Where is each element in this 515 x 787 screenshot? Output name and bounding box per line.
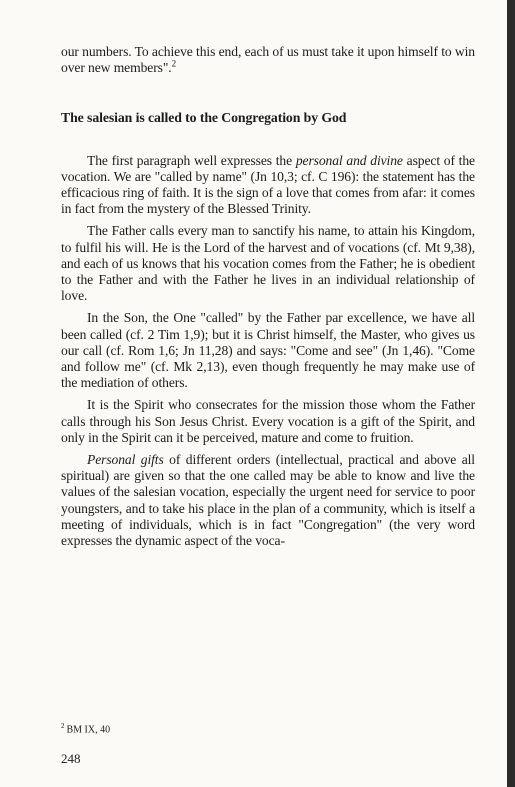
paragraph-spirit: It is the Spirit who consecrates for the mission those whom the Father calls through his Son Jesus Christ. Every vocation is a gift of the Spirit, and only in the Spirit can it be perceived, mature and come to fruition. bbox=[61, 397, 475, 445]
paragraph-text: The first paragraph well expresses the bbox=[87, 152, 296, 168]
footnote-text: BM IX, 40 bbox=[66, 724, 111, 736]
footnote bbox=[61, 722, 110, 735]
section-heading: The salesian is called to the Congregation by God bbox=[61, 110, 347, 126]
continuation-text: our numbers. To achieve this end, each of us must take it upon himself to win over new members". bbox=[61, 44, 475, 76]
body-text bbox=[61, 44, 475, 549]
page-number: 248 bbox=[61, 751, 81, 766]
footnote-reference: 2 bbox=[171, 58, 176, 69]
paragraph-personal-gifts bbox=[61, 452, 475, 549]
emphasis-text: personal and divine bbox=[295, 152, 403, 168]
page-edge-shadow bbox=[507, 0, 515, 787]
paragraph-personal-divine bbox=[61, 153, 475, 218]
continuation-paragraph bbox=[61, 44, 475, 76]
paragraph-text: of different orders (intellectual, practical and above all spiritual) are given so that the one called may be able to know and live the values of the salesian vocation, especially the urgent need for service to poor youngsters, and to take his place in the plan of a community, which is itself a meeting of individuals, which is in fact "Congregation" (the very word expresses the dynamic aspect of the voca- bbox=[61, 452, 475, 549]
paragraph-father: The Father calls every man to sanctify his name, to attain his Kingdom, to fulfil his will. He is the Lord of the harvest and of vocations (cf. Mt 9,38), and each of us knows that his vocation comes from the Father; he is obedient to the Father and with the Father he lives in an individual relationship of love. bbox=[61, 223, 475, 304]
emphasis-text: Personal gifts bbox=[87, 452, 164, 468]
paragraph-son: In the Son, the One "called" by the Father par excellence, we have all been called (cf. 2 Tim 1,9); but it is Christ himself, the Master, who gives us our call (cf. Rom 1,6; Jn 11,28) and says: "Come and see" (Jn 1,46). "Come and follow me" (cf. Mk 2,13), even though frequently he may make use of the mediation of others. bbox=[61, 310, 475, 391]
paragraph-text: aspect of the vocation. We are "called by name" (Jn 10,3; cf. C 196): the statement has the efficacious ring of faith. It is the sign of a love that comes from afar: it comes in fact from the mystery of the Blessed Trinity. bbox=[61, 152, 475, 217]
footnote-number: 2 bbox=[61, 722, 65, 730]
